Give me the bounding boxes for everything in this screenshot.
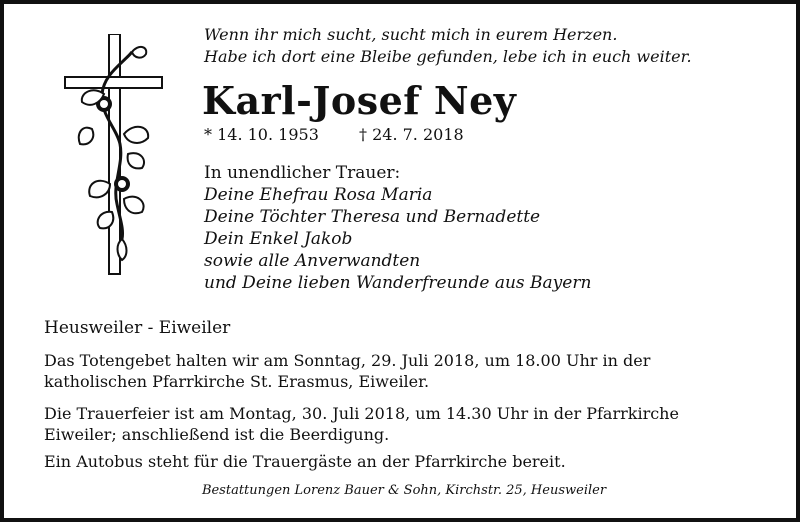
mourner-line: Dein Enkel Jakob — [204, 229, 353, 249]
funeral-home-footer: Bestattungen Lorenz Bauer & Sohn, Kirchstr. 25, Heusweiler — [201, 483, 607, 498]
mourner-line: und Deine lieben Wanderfreunde aus Bayern — [204, 273, 592, 293]
mourner-line: Deine Töchter Theresa und Bernadette — [204, 207, 541, 227]
mourners-intro: In unendlicher Trauer: — [204, 163, 401, 183]
motto-verse — [204, 24, 692, 68]
place-name: Heusweiler - Eiweiler — [44, 318, 231, 338]
motto-line: Habe ich dort eine Bleibe gefunden, lebe ich in euch weiter. — [204, 47, 692, 66]
prayer-service-text: Das Totengebet halten wir am Sonntag, 29. Juli 2018, um 18.00 Uhr in der katholischen Pfarrkirche St. Erasmus, Eiweiler. — [44, 351, 651, 391]
birth-date: * 14. 10. 1953 — [204, 125, 319, 144]
funeral-service-text: Die Trauerfeier ist am Montag, 30. Juli 2018, um 14.30 Uhr in der Pfarrkirche Eiweiler; anschließend ist die Beerdigung. — [44, 404, 679, 444]
death-date: † 24. 7. 2018 — [359, 125, 464, 144]
mourners-list — [204, 162, 591, 294]
mourner-line: Deine Ehefrau Rosa Maria — [204, 185, 433, 205]
cross-with-roses-icon — [62, 34, 172, 279]
mourner-line: sowie alle Anverwandten — [204, 251, 421, 271]
deceased-name: Karl-Josef Ney — [202, 78, 517, 123]
life-dates — [204, 125, 464, 145]
motto-line: Wenn ihr mich sucht, sucht mich in eurem Herzen. — [204, 25, 618, 44]
bus-notice-text: Ein Autobus steht für die Trauergäste an der Pfarrkirche bereit. — [44, 452, 566, 471]
